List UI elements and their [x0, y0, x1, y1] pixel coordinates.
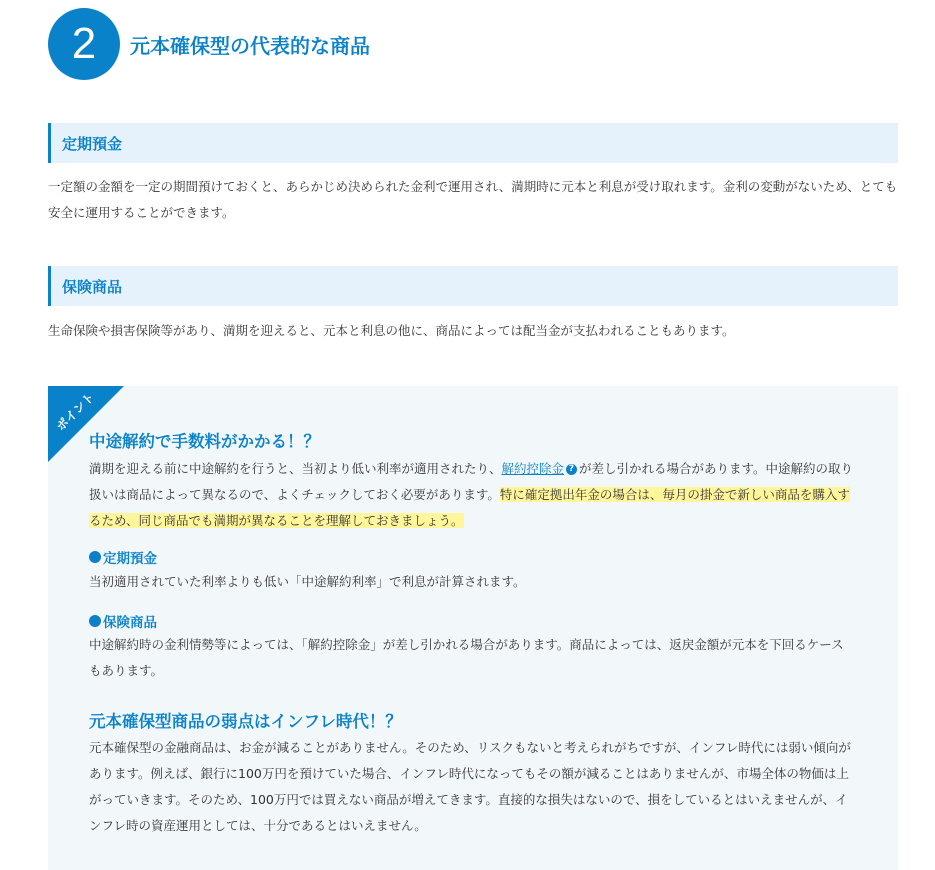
- point-p2-line1: 元本確保型の金融商品は、お金が減ることがありません。そのため、リスクもないと考えられがちですが、インフレ時代には弱い傾向が: [89, 740, 851, 755]
- point-p1-text-a: 満期を迎える前に中途解約を行うと、当初より低い利率が適用されたり、: [89, 461, 502, 476]
- point-title-early-cancel: 中途解約で手数料がかかる！？: [89, 432, 320, 451]
- point-sub-teiki: [89, 547, 157, 567]
- point-p2-line2: あります。例えば、銀行に100万円を預けていた場合、インフレ時代になってもその額が減ることはありませんが、市場全体の物価は上: [89, 766, 849, 781]
- highlighted-text-cont: るため、同じ商品でも満期が異なることを理解しておきましょう。: [89, 513, 464, 528]
- point-p1-line1: [89, 456, 864, 482]
- point-sub-hoken-line1: 中途解約時の金利情勢等によっては、「解約控除金」が差し引かれる場合があります。商品によっては、返戻金額が元本を下回るケース: [89, 637, 844, 652]
- bullet-dot-icon: [89, 551, 101, 563]
- point-p1-text-b: が差し引かれる場合があります。中途解約の取り: [579, 461, 854, 476]
- highlighted-text: 特に確定拠出年金の場合は、毎月の掛金で新しい商品を購入す: [499, 487, 850, 502]
- point-sub-hoken-line2: もあります。: [89, 663, 164, 678]
- point-sub-hoken: [89, 611, 157, 631]
- hoken-body: 生命保険や損害保険等があり、満期を迎えると、元本と利息の他に、商品によっては配当金が支払われることもあります。: [48, 323, 735, 338]
- point-early-cancel-body: [89, 456, 864, 534]
- bullet-dot-icon: [89, 615, 101, 627]
- teiki-body-line1: 一定額の金額を一定の期間預けておくと、あらかじめ決められた金利で運用され、満期時に元本と利息が受け取れます。金利の変動がないため、とても: [48, 179, 898, 194]
- section-title: 元本確保型の代表的な商品: [130, 33, 370, 58]
- point-p1-text-c: 扱いは商品によって異なるので、よくチェックしておく必要があります。: [89, 487, 500, 502]
- teiki-body: [48, 174, 900, 226]
- point-sub-teiki-body: 当初適用されていた利率よりも低い「中途解約利率」で利息が計算されます。: [89, 574, 526, 589]
- point-p1-line3: [89, 508, 864, 534]
- help-icon[interactable]: ?: [566, 464, 577, 475]
- point-sub-hoken-body: [89, 632, 864, 684]
- point-box: [48, 386, 898, 870]
- point-p1-line2: [89, 482, 864, 508]
- teiki-heading: 定期預金: [48, 123, 898, 163]
- cancellation-deduction-link[interactable]: 解約控除金: [501, 461, 565, 476]
- point-p2-line4: ンフレ時の資産運用としては、十分であるとはいえません。: [89, 818, 427, 833]
- section-header: [48, 10, 370, 78]
- point-inflation-body: [89, 735, 864, 839]
- hoken-heading: 保険商品: [48, 266, 898, 306]
- teiki-body-line2: 安全に運用することができます。: [48, 205, 235, 220]
- point-label: ポイント: [53, 389, 98, 434]
- section-number-badge: 2: [48, 8, 120, 80]
- point-title-inflation: 元本確保型商品の弱点はインフレ時代！？: [89, 712, 402, 731]
- point-p2-line3: がっていきます。そのため、100万円では買えない商品が増えてきます。直接的な損失はないので、損をしているとはいえませんが、イ: [89, 792, 848, 807]
- point-sub-teiki-title: 定期預金: [103, 551, 157, 567]
- point-sub-hoken-title: 保険商品: [103, 615, 157, 631]
